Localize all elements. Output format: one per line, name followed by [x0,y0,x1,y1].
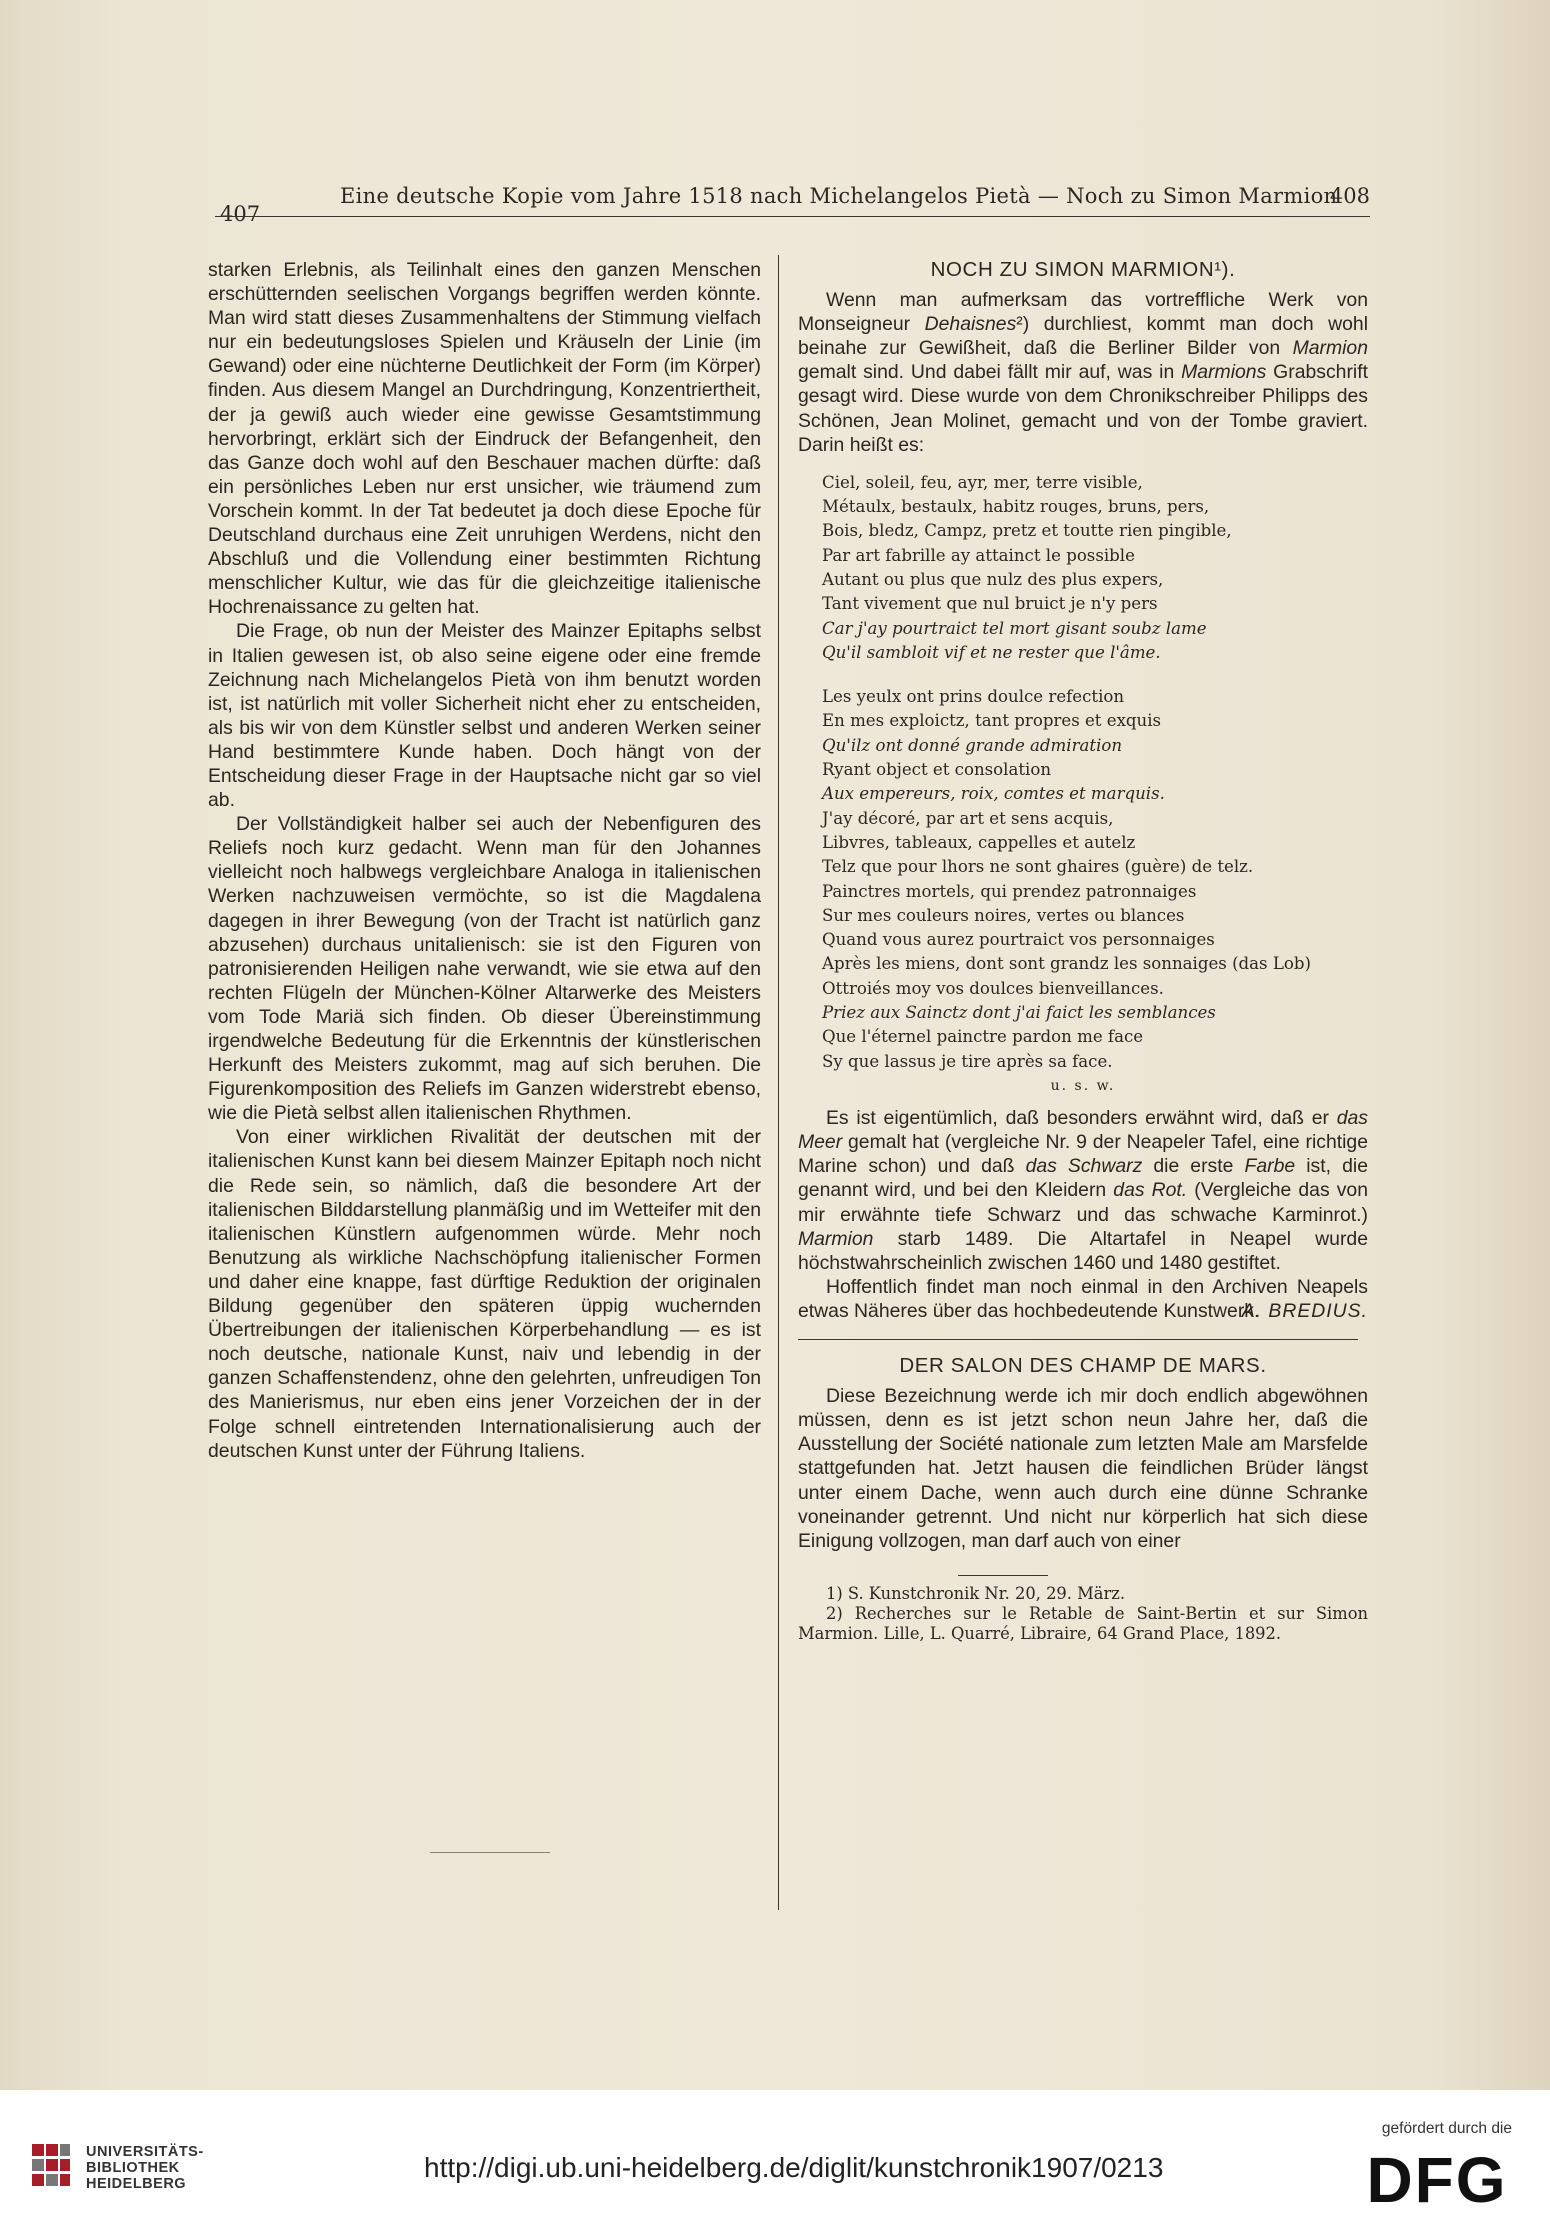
paragraph: Von einer wirklichen Rivalität der deutschen mit der italienischen Kunst kann bei diesem Mainzer Epitaph noch nicht die Rede sein, so nämlich, daß die besondere Art der italienischen Bilddarstellung planmäßig und im Wetteifer mit den italienischen Künstlern aufgenommen würde. Mehr noch Benutzung als wirkliche Nachschöpfung italienischer Formen und daher eine knappe, fast dürftige Reduktion der originalen Bildung gegenüber den späteren üppig wuchernden Übertreibungen der italienischen Körperbehandlung — es ist noch deutsche, nationale Kunst, naiv und lebendig in der ganzen Schaffenstendenz, ohne den gelehrten, unfreudigen Ton des Manierismus, nur eben eins jener Vorzeichen der in der Folge schnell eintretenden Internationalisierung auch der deutschen Kunst unter der Führung Italiens. [208,1126,761,1462]
section-title-marmion: NOCH ZU SIMON MARMION¹). [930,258,1236,281]
poem-line: Métaulx, bestaulx, habitz rouges, bruns, pers, [822,497,1210,517]
poem-line: Painctres mortels, qui prendez patronnaiges [822,881,1197,901]
poem-line: Les yeulx ont prins doulce refection [822,687,1125,707]
paragraph: Der Vollständigkeit halber sei auch der Nebenfiguren des Reliefs noch kurz gedacht. Wenn man für den Johannes vielleicht noch halbwegs vergleichbare Analoga in italienischen Werken nachzuweisen vermöchte, so ist die Magdalena dagegen in ihrer Bewegung (von der Tracht ist natürlich ganz abzusehen) durchaus unitalienisch: sie ist den Figuren von patronisierenden Heiligen nahe verwandt, wie sie etwa auf den rechten Flügeln der München-Kölner Altarwerke des Meisters vom Tode Mariä sich finden. Ob dieser Übereinstimmung irgendwelche Bedeutung für die Erkenntnis der künstlerischen Herkunft des Meisters zukommt, mag auf sich beruhen. Die Figurenkomposition des Reliefs im Ganzen widerstrebt ebenso, wie die Pietà selbst allen italienischen Rhythmen. [208,813,761,1125]
running-title: Eine deutsche Kopie vom Jahre 1518 nach Michelangelos Pietà — Noch zu Simon Marmion [340,184,1338,208]
section-separator [798,1339,1358,1340]
poem-line: Bois, bledz, Campz, pretz et toutte rien pingible, [822,521,1232,541]
poem-line: Tant vivement que nul bruict je n'y pers [822,594,1158,614]
poem-line: J'ay décoré, par art et sens acquis, [822,808,1114,828]
dfg-logo-icon[interactable] [1362,2142,1512,2212]
paragraph: Hoffentlich findet man noch einmal in den Archiven Neapels etwas Näheres über das hochbedeutende Kunstwerk. [798,1275,1368,1322]
poem-line: Après les miens, dont sont grandz les sonnaiges (das Lob) [822,954,1311,974]
poem-line: Ryant object et consolation [822,760,1052,780]
permalink-url[interactable]: http://digi.ub.uni-heidelberg.de/diglit/kunstchronik1907/0213 [424,2152,1164,2183]
poem-line: Par art fabrille ay attainct le possible [822,545,1135,565]
funding-note: gefördert durch die [1381,2120,1512,2137]
running-header [210,180,1370,226]
paragraph: Die Frage, ob nun der Meister des Mainzer Epitaphs selbst in Italien gewesen ist, ob also seine eigene oder eine fremde Zeichnung nach Michelangelos Pietà von ihm benutzt worden ist, ist natürlich mit voller Sicherheit nicht eher zu entscheiden, als bis wir von dem Künstler selbst und anderen Werken seiner Hand bestimmtere Kunde haben. Doch hängt von der Entscheidung dieser Frage in der Hauptsache nicht gar so viel ab. [208,620,761,812]
poem-line: Car j'ay pourtraict tel mort gisant soubz lame [822,618,1207,638]
poem-line: Qu'ilz ont donné grande admiration [822,735,1123,755]
paragraph: Es ist eigentümlich, daß besonders erwähnt wird, daß er das Meer gemalt hat (vergleiche Nr. 9 der Neapeler Tafel, eine richtige Marine schon) und daß das Schwarz die erste Farbe ist, die genannt wird, und bei den Kleidern das Rot. (Vergleiche das von mir erwähnte tiefe Schwarz und das schwache Karminrot.) Marmion starb 1489. Die Altartafel in Neapel wurde höchstwahrscheinlich zwischen 1460 und 1480 gestiftet. [798,1107,1368,1274]
poem-line: En mes exploictz, tant propres et exquis [822,711,1162,731]
header-rule [215,216,1370,217]
poem-line: Sur mes couleurs noires, vertes ou blances [822,905,1185,925]
viewer-footer [0,2090,1550,2234]
poem-line: Telz que pour lhors ne sont ghaires (guère) de telz. [822,857,1254,877]
paragraph: starken Erlebnis, als Teilinhalt eines den ganzen Menschen erschütternden seelischen Vorgangs begriffen werden könnte. Man wird statt dieses Zusammenhaltens der Stimmung vielfach nur ein bedeutungsloses Spielen und Kräuseln der Linie (im Gewand) oder eine nüchterne Deutlichkeit der Form (im Körper) finden. Aus diesem Mangel an Durchdringung, Konzentriertheit, der ja gewiß auch wieder eine gewisse Gesamtstimmung hervorbringt, erklärt sich der Eindruck der Befangenheit, den das Ganze doch wohl auf den Beschauer machen dürfte: daß ein persönliches Leben nur erst unsicher, wie träumend zum Vorschein kommt. In der Tat bedeutet ja doch diese Epoche für Deutschland durchaus eine Zeit unruhigen Werdens, nicht den Abschluß und die Vollendung einer bestimmten Richtung menschlicher Kultur, wie das für die gleichzeitige italienische Hochrenaissance zu gelten hat. [208,259,761,619]
poem-end-mark: u. s. w. [1050,1077,1116,1094]
intro-paragraph: Wenn man aufmerksam das vortreffliche Werk von Monseigneur Dehaisnes²) durchliest, kommt man doch wohl beinahe zur Gewißheit, daß die Berliner Bilder von Marmion gemalt sind. Und dabei fällt mir auf, was in Marmions Grabschrift gesagt wird. Diese wurde von dem Chronikschreiber Philipps des Schönen, Jean Molinet, gemacht und von der Tombe graviert. Darin heißt es: [798,289,1369,456]
column-divider [778,255,779,1910]
library-name[interactable]: UNIVERSITÄTS- BIBLIOTHEK HEIDELBERG [86,2144,204,2192]
svg-text:DFG: DFG [1366,2144,1508,2212]
right-column [798,258,1368,1644]
poem-line: Ottroiés moy vos doulces bienveillances. [822,978,1164,998]
column-end-rule [430,1852,550,1853]
footnote: 2) Recherches sur le Retable de Saint-Bertin et sur Simon Marmion. Lille, L. Quarré, Libraire, 64 Grand Place, 1892. [798,1603,1368,1643]
footnote: 1) S. Kunstchronik Nr. 20, 29. März. [826,1583,1126,1603]
poem-line: Autant ou plus que nulz des plus expers, [822,569,1164,589]
university-library-logo-icon[interactable] [30,2142,72,2188]
poem-line: Sy que lassus je tire après sa face. [822,1051,1113,1071]
paragraph: Diese Bezeichnung werde ich mir doch endlich abgewöhnen müssen, denn es ist jetzt schon neun Jahre her, daß die Ausstellung der Société nationale zum letzten Male am Marsfelde stattgefunden hat. Jetzt hausen die feindlichen Brüder längst unter einem Dache, wenn auch durch eine dünne Schranke voneinander getrennt. Und nicht nur körperlich hat sich diese Einigung vollzogen, man darf auch von einer [798,1385,1368,1552]
poem-line: Que l'éternel painctre pardon me face [822,1027,1144,1047]
poem-line: Ciel, soleil, feu, ayr, mer, terre visible, [822,472,1143,492]
epitaph-poem [822,471,1368,1098]
footnotes [798,1584,1368,1644]
poem-line: Aux empereurs, roix, comtes et marquis. [822,784,1165,804]
footnote-rule [958,1575,1048,1576]
poem-line: Libvres, tableaux, cappelles et autelz [822,832,1136,852]
page-number-right: 408 [1329,184,1370,208]
left-column [208,258,761,1463]
author-signature: A. BREDIUS. [1241,1300,1368,1323]
poem-line: Priez aux Sainctz dont j'ai faict les semblances [822,1002,1216,1022]
poem-line: Qu'il sambloit vif et ne rester que l'âme. [822,642,1161,662]
page-number-left: 407 [220,202,261,226]
poem-line: Quand vous aurez pourtraict vos personnaiges [822,930,1215,950]
section-title-salon: DER SALON DES CHAMP DE MARS. [899,1354,1267,1378]
